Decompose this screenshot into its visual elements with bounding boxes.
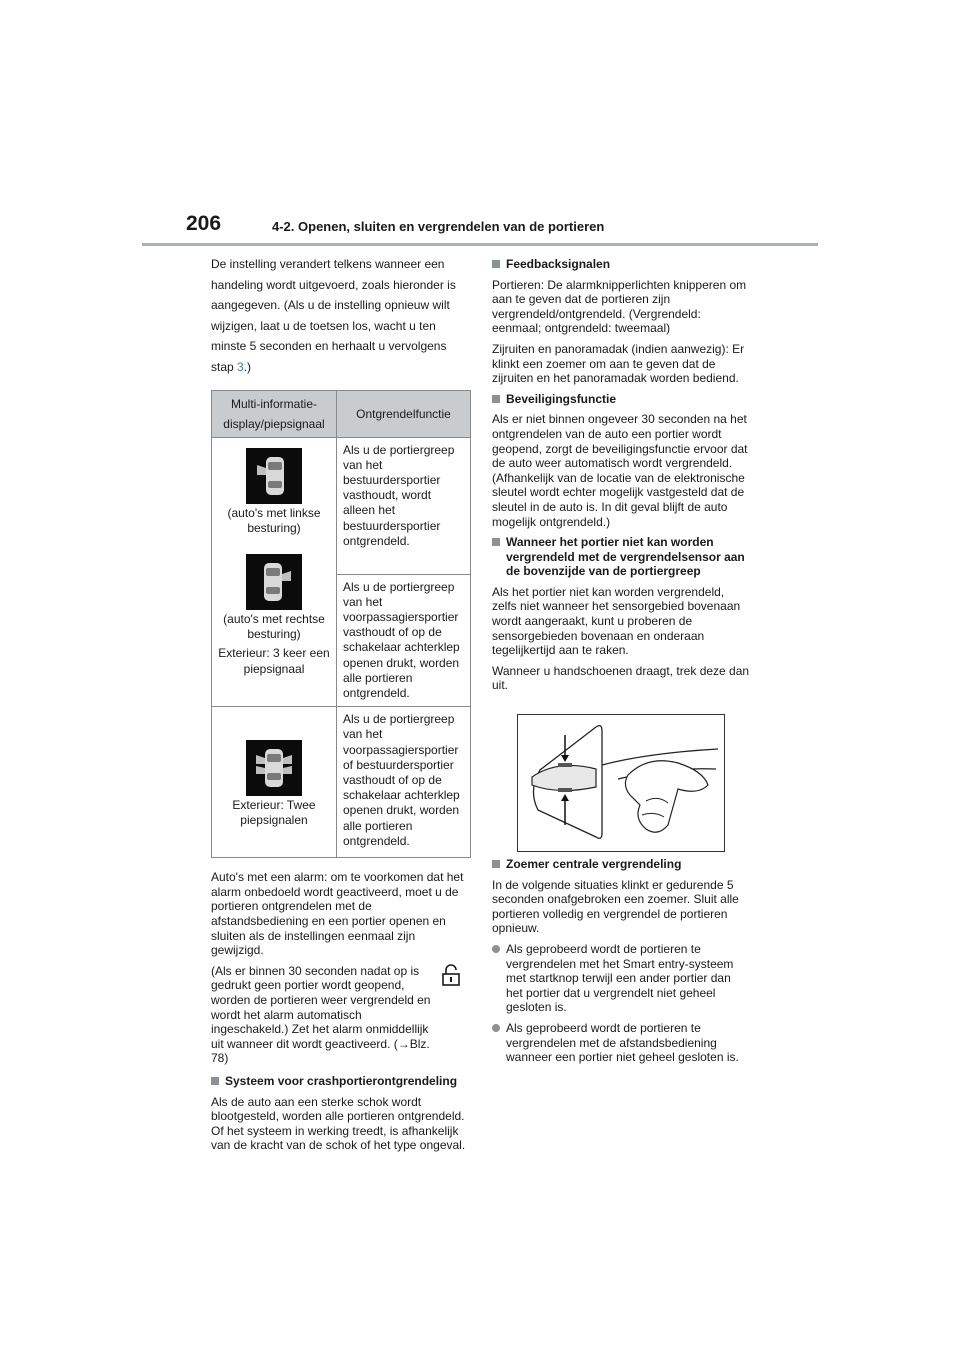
sensor-text-1: Als het portier niet kan worden vergrendeld, zelfs niet wanneer het sensorgebied bovenaan wordt aangeraakt, kunt u proberen de sensorgebieden bovenaan en onderaan tegelijkertijd aan te raken.: [492, 584, 741, 658]
right-column: [492, 257, 750, 699]
door-handle-illustration: [517, 714, 725, 852]
header-rule: [142, 243, 818, 246]
right-column-lower: [492, 857, 750, 1071]
alarm-paragraph: Auto's met een alarm: om te voorkomen dat het alarm onbedoeld wordt geactiveerd, moet u de portieren ontgrendelen met de afstandsbediening en een portier openen en sluiten als de instellingen eenmaal zijn gewijzigd.: [211, 870, 464, 958]
crash-unlock-heading: Systeem voor crashportierontgrendeling: [211, 1074, 469, 1089]
buzzer-text: In de volgende situaties klinkt er gedurende 5 seconden onafgebroken een zoemer. Sluit alle portieren volledig en vergrendel de portieren opnieuw.: [492, 877, 739, 936]
caption-rhd: (auto's met rechtse besturing): [223, 611, 325, 642]
buzzer-bullet-2: Als geprobeerd wordt de portieren te vergrendelen met de afstandsbediening wanneer een portier niet geheel gesloten is.: [492, 1021, 750, 1065]
table-cell-icons-row1: [212, 437, 337, 707]
intro-paragraph: De instelling verandert telkens wanneer een handeling wordt uitgevoerd, zoals hieronder is aangegeven. (Als u de instelling opnieuw wilt wijzigen, laat u de toetsen los, wacht u ten minste 5 seconden en herhaalt u vervolgens stap 3.): [211, 257, 456, 374]
function-text-driver: Als u de portiergreep van het bestuurdersportier vasthoudt, wordt alleen het bestuurdersportier ontgrendeld.: [337, 437, 471, 574]
car-passenger-door-open-icon: [246, 554, 302, 610]
unlock-settings-table: [211, 390, 471, 859]
function-text-all: Als u de portiergreep van het voorpassagiersportier of bestuurdersportier vasthoudt of op de schakelaar achterklep openen drukt, worden alle portieren ontgrendeld.: [337, 707, 471, 858]
section-title: 4-2. Openen, sluiten en vergrendelen van de portieren: [272, 219, 605, 234]
car-all-doors-open-icon: [246, 740, 302, 796]
caption-lhd: (auto's met linkse besturing): [227, 505, 321, 535]
security-text: Als er niet binnen ongeveer 30 seconden na het ontgrendelen van de auto een portier wordt geopend, zorgt de beveiligingsfunctie ervoor dat de auto weer automatisch wordt vergrendeld. (Afhankelijk van de locatie van de elektronische sleutel wordt echter mogelijk vastgesteld dat de sleutel in de auto is. In dit geval blijft de auto mogelijk ontgrendeld.): [492, 412, 748, 529]
table-header-function: Ontgrendelfunctie: [337, 390, 471, 437]
buzzer-bullet-1: Als geprobeerd wordt de portieren te vergrendelen met het Smart entry-systeem met startknop terwijl een ander portier dan het portier dat u vergrendelt niet geheel gesloten is.: [492, 942, 750, 1015]
hand-touching-handle-icon: [518, 715, 724, 851]
sensor-heading: Wanneer het portier niet kan worden vergrendeld met de vergrendelsensor aan de bovenzijde van de portiergreep: [492, 535, 750, 579]
caption-beep-3: Exterieur: 3 keer een piepsignaal: [218, 646, 330, 676]
table-cell-icons-row2: [212, 707, 337, 858]
table-header-display: Multi-informatie-display/piepsignaal: [212, 390, 337, 437]
feedback-text-windows: Zijruiten en panoramadak (indien aanwezig): Er klinkt een zoemer om aan te geven dat de zijruiten en het panoramadak worden bediend.: [492, 341, 745, 386]
security-heading: Beveiligingsfunctie: [492, 392, 750, 407]
sensor-text-2: Wanneer u handschoenen draagt, trek deze dan uit.: [492, 663, 750, 693]
car-driver-door-open-icon: [246, 448, 302, 504]
alarm-note: [211, 964, 469, 1066]
crash-unlock-text: Als de auto aan een sterke schok wordt blootgesteld, worden alle portieren ontgrendeld. Of het systeem in werking treedt, is afhankelijk van de kracht van de schok of het type ongeval.: [211, 1094, 466, 1153]
left-column: [211, 254, 469, 1159]
lock-icon: [441, 964, 461, 986]
step-link[interactable]: 3: [237, 359, 244, 374]
alarm-note-text: (Als er binnen 30 seconden nadat op is gedrukt geen portier wordt geopend, worden de portieren weer vergrendeld en wordt het alarm automatisch ingeschakeld.) Zet het alarm onmiddellijk uit wanneer dit wordt geactiveerd. (→Blz. 78): [211, 963, 431, 1066]
function-text-passenger: Als u de portiergreep van het voorpassagiersportier vasthoudt of op de schakelaar achterklep openen drukt, worden alle portieren ontgrendeld.: [337, 574, 471, 707]
page-number: 206: [186, 212, 222, 235]
feedback-text-doors: Portieren: De alarmknipperlichten knipperen om aan te geven dat de portieren zijn vergrendeld/ontgrendeld. (Vergrendeld: eenmaal; ontgrendeld: tweemaal): [492, 277, 747, 336]
feedback-heading: Feedbacksignalen: [492, 257, 750, 272]
buzzer-heading: Zoemer centrale vergrendeling: [492, 857, 750, 872]
caption-beep-2: Exterieur: Twee piepsignalen: [232, 797, 316, 828]
